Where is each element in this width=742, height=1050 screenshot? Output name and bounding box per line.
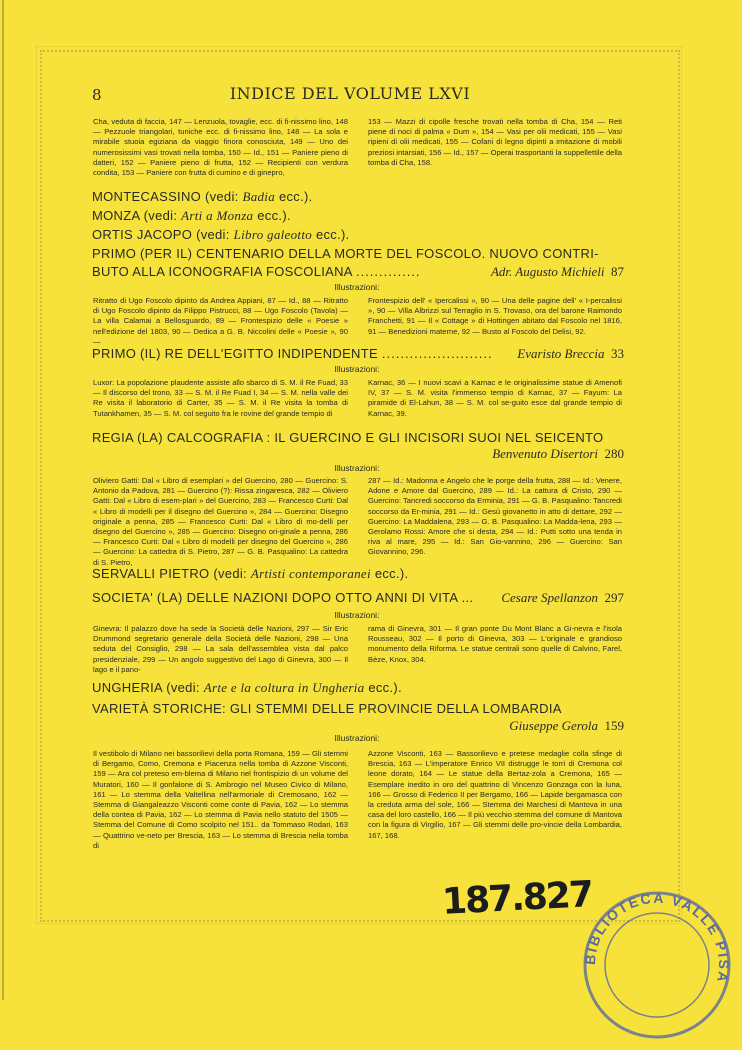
para-right: 287 — Id.: Madonna e Angelo che le porge della frutta, 288 — Id.: Venere, Adone e Amore dal Guercino, 289 — Id.: La cattura di Cristo, 290 — Guercino: Tancredi soccorso da Erminia, 291 — G. B. Pasqualino: Tancredi soccorso da Er-minia, 291 — Id.: Gesù giovanetto in atto di dettare, 292 — Guercino: La Maddalena, 293 — G. B. Pasqualino: La Madda-lena, 293 — Gerolamo Rossi: Amore che si desta, 294 — Id.: Putti sotto una tenda in riva al mare, 295 — Id.: San Gio-vannino, 296 — Guercino: San Giovannino, 296. — [368, 476, 622, 557]
index-entry: ORTIS JACOPO (vedi: Libro galeotto ecc.). — [92, 227, 350, 242]
page-number: 8 — [92, 86, 102, 104]
article-author: Giuseppe Gerola 159 — [509, 718, 624, 733]
index-entry-title: PRIMO (IL) RE DELL'EGITTO INDIPENDENTE ........................ — [92, 346, 493, 361]
para-left: Il vestibolo di Milano nei bassorilievi della porta Romana, 159 — Gli stemmi di Bergamo, Como, Cremona e Piacenza nella tomba di Azzone Visconti, 159 — Ara col preteso em-blema di Milano nel frontispizio di un volume del Muratori, 160 — Il gonfalone di S. Ambrogio nel Museo Civico di Milano, 161 — Lo stemma della Valtellina nell'armoriale di Cremosano, 162 — Stemma di Giangaleazzo Visconti come conte di Pavia, 162 — Lo stemma della contea di Pavia, 162 — Lo stemma di Pavia nello statuto del 1505 — Stemma del Comune di Como scolpito nel 151.. da Tommaso Rodari, 163 — Quattrino ve-neto per Brescia, 163 — Lo stemma di Brescia nella tomba di — [93, 749, 348, 850]
index-entry-title: BUTO ALLA ICONOGRAFIA FOSCOLIANA .............. — [92, 264, 421, 279]
para-left: Oliviero Gatti: Dal « Libro di esemplari » del Guercino, 280 — Guercino: S. Antonio da Padova, 281 — Guercino (?): Rissa zingaresca, 282 — Oliviero Gatti: Dal « Libro di esem-plari » del Guercino, 283 — Francesco Curti: Dal « Libro di modelli per il disegno del Guercino », 284 — Guercino: Disegno originale a penna, 285 — Francesco Curti: Dal « Libro di mo-delli per disegno del Guercino », 285 — Guercino: Disegno ori-ginale a penna, 286 — Francesco Curti: Dal « Libro di modelli per disegno del Guercino », 286 — Guercino: La cattedra di S. Pietro, 287 — G. B. Pasqualino: La cattedra di S. Pietro, — [93, 476, 348, 567]
article-author: Evaristo Breccia 33 — [517, 346, 624, 361]
article-author: Adr. Augusto Michieli 87 — [490, 264, 624, 279]
para-left: Ginevra: Il palazzo dove ha sede la Società delle Nazioni, 297 — Sir Eric Drummond segretario generale della Società delle Nazioni, 298 — Una seduta del Consiglio, 298 — La sala dell'assemblea vista dal palco presidenziale, 299 — Un angolo suggestivo del Lago di Ginevra, 300 — Il lago e il pano- — [93, 624, 348, 674]
illustrations-label: Illustrazioni: — [334, 733, 380, 743]
index-entry-title: PRIMO (PER IL) CENTENARIO DELLA MORTE DEL FOSCOLO. NUOVO CONTRI- — [92, 246, 599, 261]
illustrations-label: Illustrazioni: — [334, 364, 380, 374]
para-right: Frontespizio dell' « Ipercalissi », 90 — Una delle pagine dell' « I-percalissi », 90 — Villa Albrizzi sul Terraglio in S. Trovaso, ora del barone Raimondo Franchetti, 91 — Il « Cottage » di Hottingen abitato dal Foscolo nel 1816, 91 — Benedizioni materne, 92 — Busto al Foscolo del Delisi, 92. — [368, 296, 622, 336]
para-right: Karnac, 36 — I nuovi scavi a Karnac e le originalissime statue di Amenofi IV, 37 — S. M. visita l'immenso tempio di Karnac, 37 — Fayum: La piramide di El-Lahun, 38 — S. M. col se-guito esce dal grande tempio di Karnac, 39. — [368, 378, 622, 418]
illustrations-label: Illustrazioni: — [334, 463, 380, 473]
para-right: Azzone Visconti, 163 — Bassorilievo e pretese medaglie colla sfinge di Brescia, 163 — L'imperatore Enrico VII distrugge le torri di Cremona col leone dorato, 164 — Le statue della Bertaz-zola a Cremona, 165 — Esemplare inedito in oro del quattrino di Vincenzo Gonzaga con la luna, 166 — Grosso di Federico II per Bergamo, 166 — Lapide bergamasca con la creduta arma del sole, 166 — Stemma dei Marchesi di Mantova in una casa del loro castello, 166 — Il più vecchio stemma del comune di Mantova con la figura di Virgilio, 167 — Gli stemmi delle pro-vincie della Lombardia, 167, 168. — [368, 749, 622, 840]
para-left: Cha, veduta di faccia, 147 — Lenzuola, tovaglie, ecc. di fi-nissimo lino, 148 — Pezzuole triangolari, tuniche ecc. di fi-nissimo lino, 148 — La sola e mirabile stuoia egiziana da viaggio finora conosciuta, 149 — Uno dei numerosissimi vasi trovati nella tomba, 150 — Id., 151 — Paniere pieno di datteri, 152 — Paniere pieno di frutta, 152 — Recipienti con verdura condita, 153 — Paniere con frutta di cumino e di ginepro, — [93, 117, 348, 178]
index-entry-title: VARIETÀ STORICHE: GLI STEMMI DELLE PROVINCIE DELLA LOMBARDIA — [92, 701, 562, 716]
page-title: INDICE DEL VOLUME LXVI — [229, 84, 471, 103]
illustrations-label: Illustrazioni: — [334, 282, 380, 292]
page-edge — [2, 0, 4, 1000]
para-right: rama di Ginevra, 301 — Il gran ponte Du Mont Blanc a Gi-nevra e l'isola Rousseau, 302 — Il porto di Ginevra, 303 — L'originale e grandioso monumento della Riforma. Le statue centrali sono quelle di Calvino, Farel, Bèze, Knox, 304. — [368, 624, 622, 664]
index-entry: SERVALLI PIETRO (vedi: Artisti contemporanei ecc.). — [92, 566, 409, 581]
article-author: Cesare Spellanzon 297 — [501, 590, 624, 605]
library-stamp — [572, 880, 742, 1050]
index-entry: MONTECASSINO (vedi: Badia ecc.). — [92, 189, 313, 204]
para-left: Ritratto di Ugo Foscolo dipinto da Andrea Appiani, 87 — Id., 88 — Ritratto di Ugo Foscolo dipinto da Filippo Pistrucci, 88 — Ugo Foscolo (Tavola) — La villa Calamai a Bellosguardo, 89 — Frontespizio delle « Poesie » nell'edizione del 1803, 90 — Dedica a G. B. Niccolini delle « Poesie », 90 — — [93, 296, 348, 346]
inventory-number: 187.827 — [441, 874, 593, 923]
para-right: 153 — Mazzi di cipolle fresche trovati nella tomba di Cha, 154 — Reti piene di noci di palma « Dum », 154 — Vasi per olii medicati, 155 — Vasi ripieni di olii medicati, 155 — Cofani di legno dipinti a imitazione di mobili preziosi intarsiati, 156 — Id., 157 — Operai trasportanti la suppellettile della tomba di Cha, 158. — [368, 117, 622, 167]
index-entry: UNGHERIA (vedi: Arte e la coltura in Ungheria ecc.). — [92, 680, 402, 695]
article-author: Benvenuto Disertori 280 — [492, 446, 624, 461]
illustrations-label: Illustrazioni: — [334, 610, 380, 620]
para-left: Luxor: La popolazione plaudente assiste allo sbarco di S. M. il Re Fuad, 33 — Il discorso del trono, 33 — S. M. il Re Fuad I, 34 — S. M. nella valle dei Re visita il laboratorio di Carter, 35 — S. M. il Re visita la tomba di Tutankhamen, 35 — S. M. col seguito fra le rovine del grande tempio di — [93, 378, 348, 418]
index-entry-title: REGIA (LA) CALCOGRAFIA : IL GUERCINO E GLI INCISORI SUOI NEL SEICENTO — [92, 430, 604, 445]
index-entry-title: SOCIETA' (LA) DELLE NAZIONI DOPO OTTO ANNI DI VITA ... — [92, 590, 474, 605]
svg-text:BIBLIOTECA VALLE PISA: BIBLIOTECA VALLE PISA — [581, 889, 733, 986]
index-entry: MONZA (vedi: Arti a Monza ecc.). — [92, 208, 291, 223]
